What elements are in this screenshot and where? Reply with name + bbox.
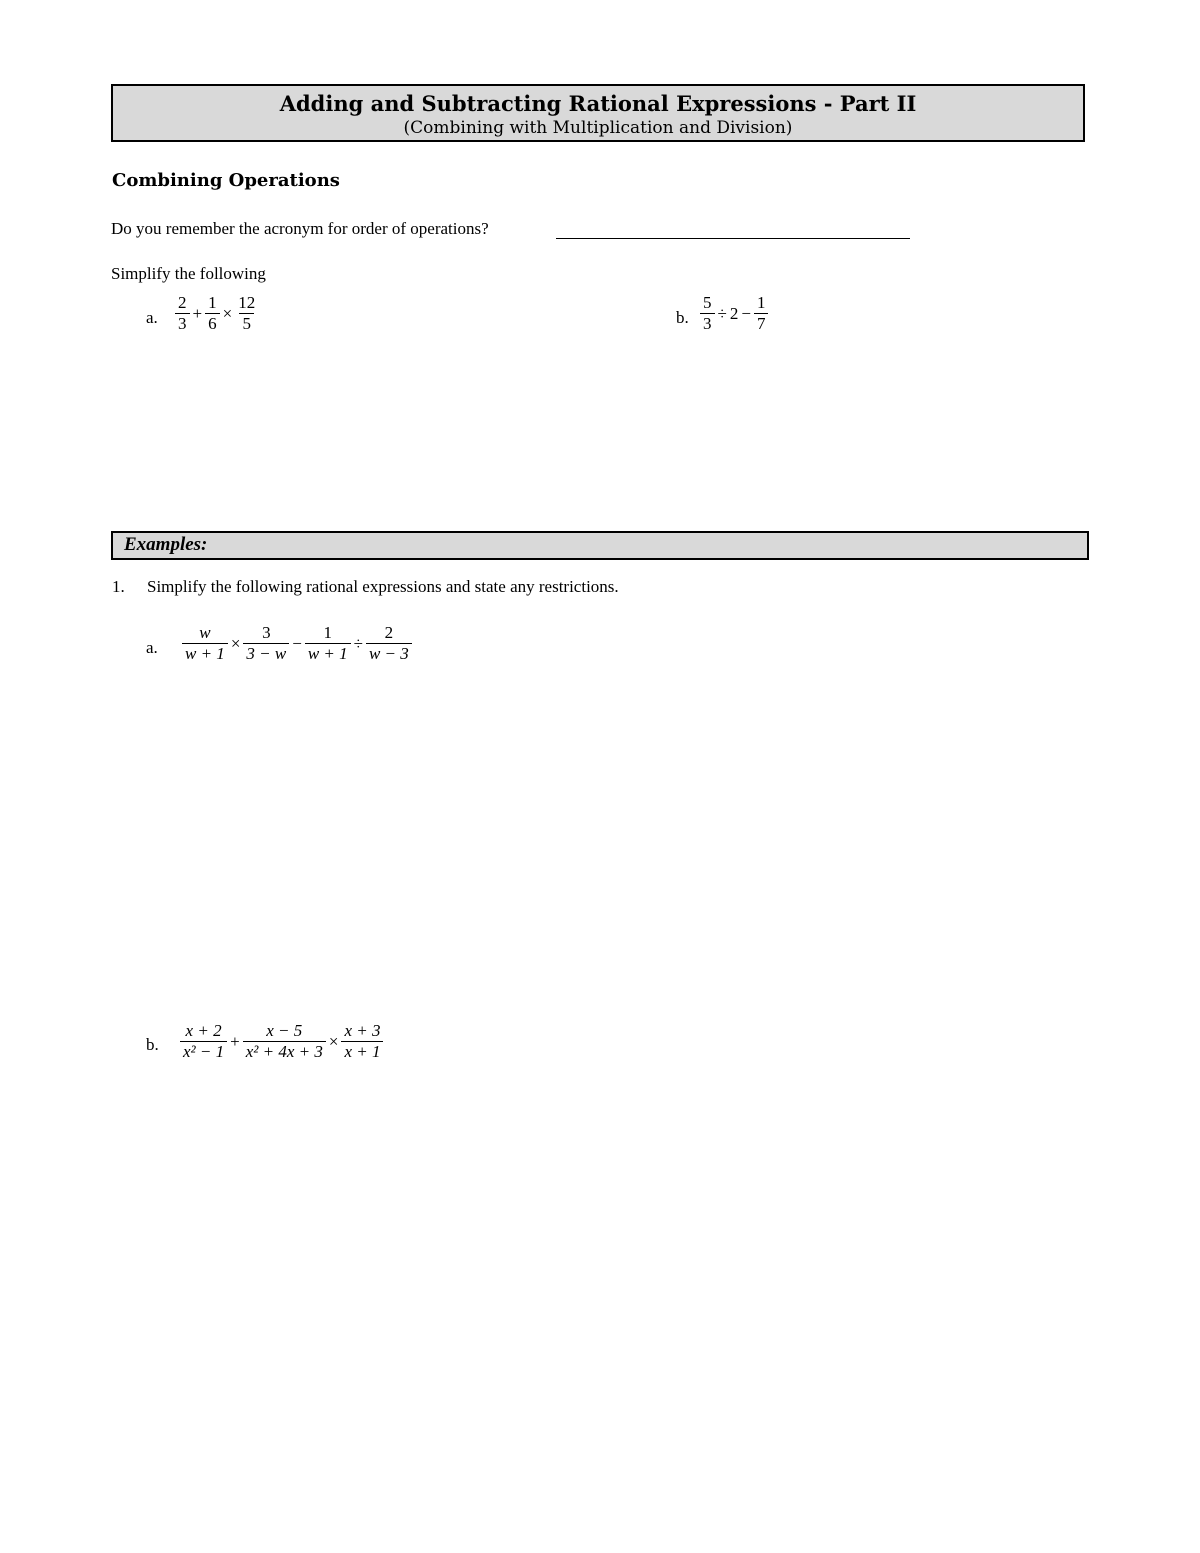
example-b-label: b.: [146, 1035, 159, 1054]
fraction: $\frac{3}{3 - w}$: [243, 623, 289, 664]
title-box: [111, 84, 1085, 142]
integer: 2: [729, 303, 739, 323]
examples-box: [111, 531, 1089, 560]
example-text: Simplify the following rational expressions and state any restrictions.: [147, 577, 619, 596]
fraction: $\frac{x + 2}{\text{x² − 1}}$: [180, 1021, 227, 1062]
question-text: Do you remember the acronym for order of operations?: [111, 219, 489, 238]
problem-a-expression: [173, 293, 260, 334]
problem-b-label: b.: [676, 308, 689, 327]
operator: −: [292, 633, 302, 653]
problem-b-expression: [698, 293, 770, 334]
fraction: $\frac{x + 3}{x + 1}$: [341, 1021, 383, 1062]
examples-label: Examples:: [124, 534, 208, 555]
fraction: $\frac{1}{6}$: [205, 293, 220, 334]
fraction: $\frac{2}{w - 3}$: [366, 623, 412, 664]
example-a-label: a.: [146, 638, 158, 657]
operator: +: [230, 1031, 240, 1051]
answer-line[interactable]: [556, 238, 910, 239]
page-title: Adding and Subtracting Rational Expressions - Part II: [279, 91, 917, 116]
example-a-expression: [180, 623, 414, 664]
fraction: $\frac{1}{w + 1}$: [305, 623, 351, 664]
instruction-text: Simplify the following: [111, 264, 266, 283]
fraction: $\frac{w}{w + 1}$: [182, 623, 228, 664]
fraction: $\frac{1}{7}$: [754, 293, 769, 334]
fraction: $\frac{2}{3}$: [175, 293, 190, 334]
fraction: $\frac{5}{3}$: [700, 293, 715, 334]
fraction: $\frac{x - 5}{\text{x² + 4x + 3}}$: [243, 1021, 326, 1062]
operator: ÷: [717, 303, 727, 323]
example-number: 1.: [112, 577, 125, 596]
example-b-expression: [178, 1021, 385, 1062]
operator: ×: [230, 633, 241, 653]
operator: ×: [222, 303, 233, 323]
operator: −: [741, 303, 751, 323]
problem-a-label: a.: [146, 308, 158, 327]
operator: ÷: [353, 633, 363, 653]
operator: +: [192, 303, 203, 323]
fraction: $\frac{12}{5}$: [238, 293, 256, 333]
page-subtitle: (Combining with Multiplication and Division): [403, 118, 793, 138]
section-heading: Combining Operations: [112, 170, 340, 191]
operator: ×: [328, 1031, 339, 1051]
